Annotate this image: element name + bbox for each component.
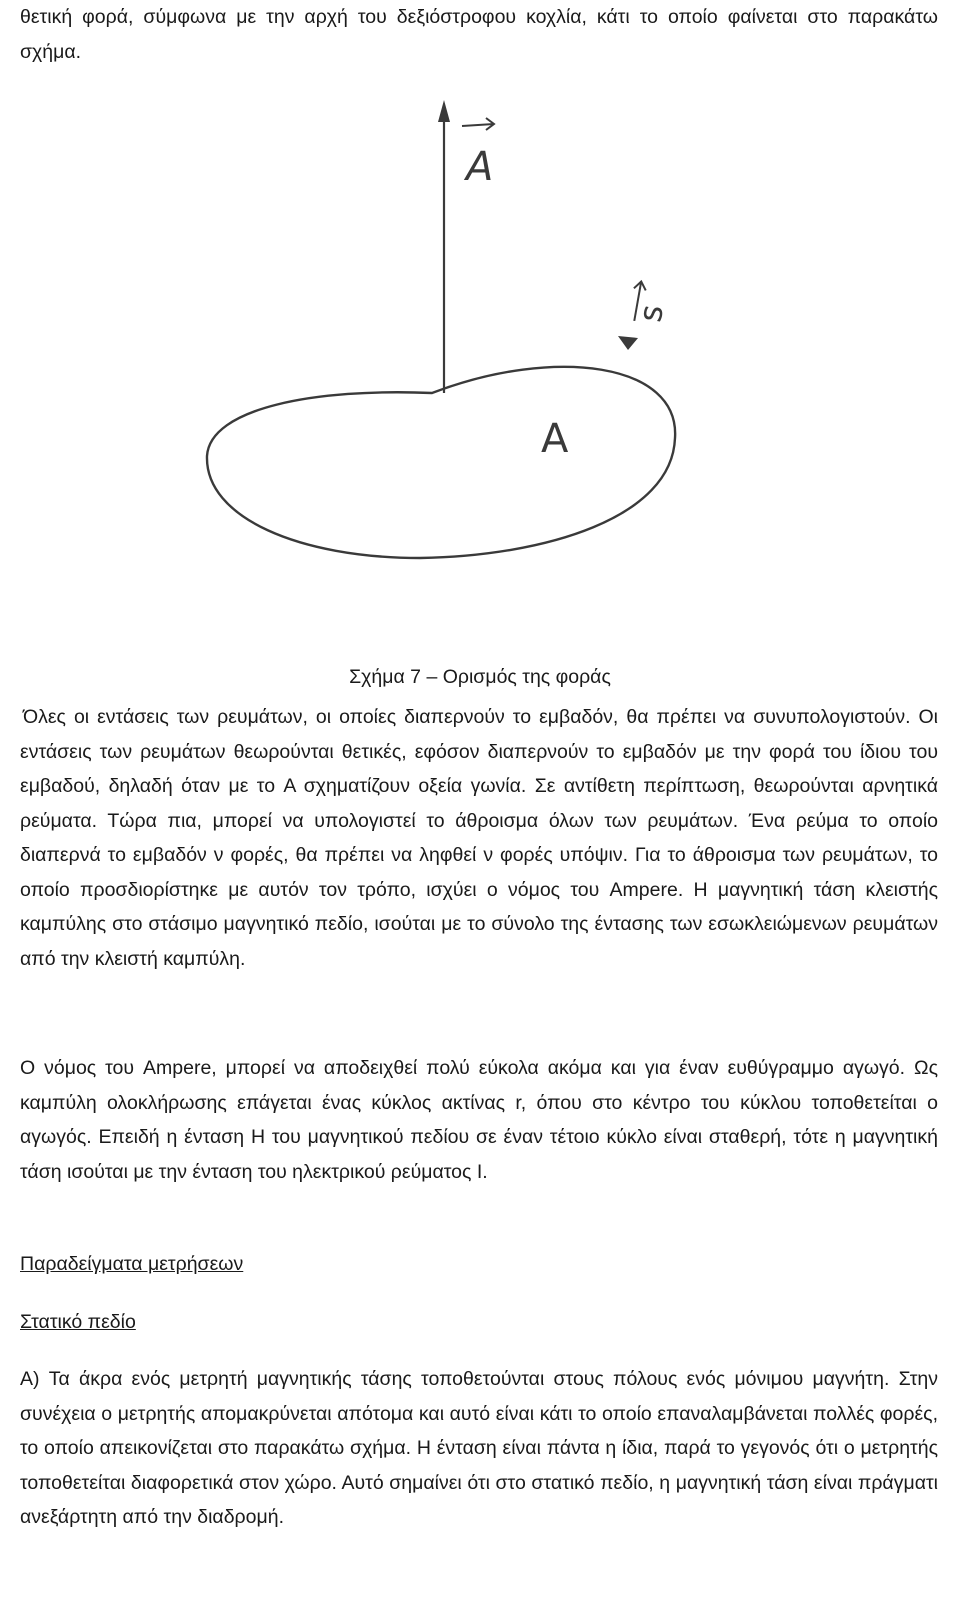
figure-caption: Σχήμα 7 – Ορισμός της φοράς <box>349 666 611 688</box>
vector-s-label: s <box>630 301 671 325</box>
paragraph-static-field-example: A) Τα άκρα ενός μετρητή μαγνητικής τάσης τοποθετούνται στους πόλους ενός μόνιμου μαγνήτη. Στην συνέχεια ο μετρητής απομακρύνεται απότομα και αυτό είναι κάτι το οποίο επαναλαμβάνεται πολλές φορές, το οποίο απεικονίζεται στο παρακάτω σχήμα. Η ένταση είναι πάντα η ίδια, παρά το γεγονός ότι ο μετρητής τοποθετείται διαφορετικά στον χώρο. Αυτό σημαίνει ότι στο στατικό πεδίο, η μαγνητική τάση είναι πράγματι ανεξάρτητη από την διαδρομή. <box>20 1368 938 1528</box>
area-vector-arrowhead <box>438 100 450 122</box>
closed-curve <box>207 367 675 558</box>
intro-paragraph: θετική φορά, σύμφωνα με την αρχή του δεξιόστροφου κοχλία, κάτι το οποίο φαίνεται στο παρακάτω σχήμα. <box>20 6 938 63</box>
heading-static-field: Στατικό πεδίο <box>20 1311 136 1333</box>
area-label: A <box>541 416 569 462</box>
orientation-diagram <box>0 88 960 678</box>
curve-direction-mark <box>618 336 638 350</box>
paragraph-currents: Όλες οι εντάσεις των ρευμάτων, οι οποίες διαπερνούν το εμβαδόν, θα πρέπει να συνυπολογιστούν. Οι εντάσεις των ρευμάτων θεωρούνται θετικές, εφόσον διαπερνούν το εμβαδόν με την φορά του ίδιου του εμβαδού, δηλαδή όταν με το A σχηματίζουν οξεία γωνία. Σε αντίθετη περίπτωση, θεωρούνται αρνητικά ρεύματα. Τώρα πια, μπορεί να υπολογιστεί το άθροισμα όλων των ρευμάτων. Ένα ρεύμα το οποίο διαπερνά το εμβαδόν ν φορές, θα πρέπει να ληφθεί ν φορές υπόψιν. Για το άθροισμα των ρευμάτων, το οποίο προσδιορίστηκε με αυτόν τον τρόπο, ισχύει ο νόμος του Ampere. Η μαγνητική τάση κλειστής καμπύλης στο στάσιμο μαγνητικό πεδίο, ισούται με το σύνολο της έντασης των εσωκλειώμενων ρευμάτων από την κλειστή καμπύλη. <box>20 706 938 970</box>
paragraph-ampere-law: Ο νόμος του Ampere, μπορεί να αποδειχθεί πολύ εύκολα ακόμα και για έναν ευθύγραμμο αγωγό. Ως καμπύλη ολοκλήρωσης επάγεται ένας κύκλος ακτίνας r, όπου στο κέντρο του κύκλου τοποθετείται ο αγωγός. Επειδή η ένταση H του μαγνητικού πεδίου σε έναν τέτοιο κύκλο είναι σταθερή, τότε η μαγνητική τάση ισούται με την ένταση του ηλεκτρικού ρεύματος I. <box>20 1057 938 1183</box>
heading-measurement-examples: Παραδείγματα μετρήσεων <box>20 1253 244 1275</box>
vector-s-group <box>628 280 674 326</box>
figure-7 <box>0 88 960 678</box>
vector-A-arrow-bar <box>462 124 494 126</box>
vector-A-label: A <box>466 144 494 190</box>
